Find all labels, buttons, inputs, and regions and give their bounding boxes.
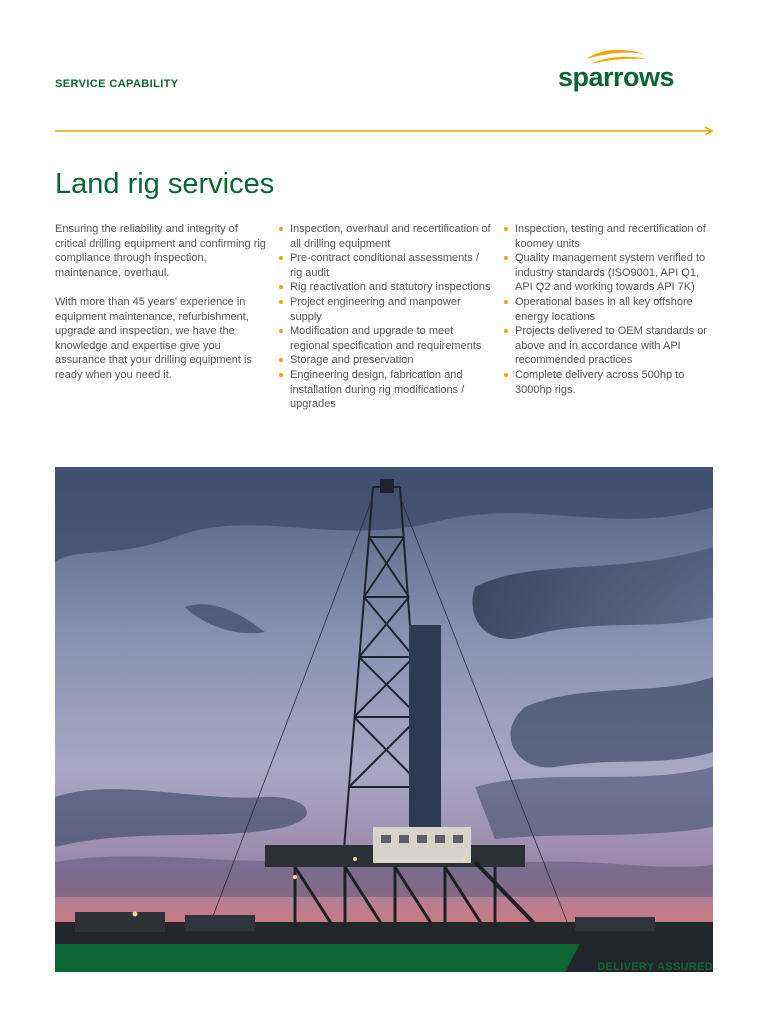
page-title: Land rig services bbox=[55, 168, 275, 200]
bullet-dot-icon bbox=[279, 329, 283, 333]
list-item-text: Pre-contract conditional assessments / rig audit bbox=[290, 252, 479, 279]
drilling-rig-image bbox=[55, 467, 713, 972]
intro-paragraph: With more than 45 years' experience in equipment maintenance, refurbishment, upgrade and inspection, we have the knowledge and expertise give you assurance that your drilling equipment is ready when you need it. bbox=[55, 295, 252, 381]
list-item-text: Project engineering and manpower supply bbox=[290, 295, 461, 323]
bullet-dot-icon bbox=[504, 373, 508, 377]
list-item bbox=[504, 324, 716, 368]
list-item-text: Operational bases in all key offshore energy locations bbox=[515, 295, 693, 323]
intro-column bbox=[55, 222, 267, 397]
services-list bbox=[279, 222, 491, 412]
list-item bbox=[279, 222, 491, 251]
list-item bbox=[504, 368, 716, 397]
bullet-dot-icon bbox=[279, 358, 283, 362]
bullet-dot-icon bbox=[279, 300, 283, 304]
list-item-text: Engineering design, fabrication and installation during rig modifications / upgrades bbox=[290, 368, 465, 411]
list-item-text: Projects delivered to OEM standards or above and in accordance with API recommended practices bbox=[515, 325, 707, 367]
bullet-dot-icon bbox=[504, 256, 508, 260]
list-item-text: Inspection, testing and recertification of koomey units bbox=[515, 223, 706, 250]
list-item bbox=[279, 295, 491, 324]
bullet-dot-icon bbox=[279, 285, 283, 289]
list-item bbox=[504, 295, 716, 324]
services-column-2 bbox=[279, 222, 491, 412]
services-column-3 bbox=[504, 222, 716, 397]
list-item-text: Storage and preservation bbox=[290, 354, 414, 367]
land-rig-photo bbox=[55, 467, 713, 972]
list-item bbox=[279, 280, 491, 295]
capabilities-list bbox=[504, 222, 716, 397]
list-item bbox=[279, 251, 491, 280]
list-item bbox=[504, 222, 716, 251]
list-item bbox=[279, 368, 491, 412]
list-item bbox=[279, 353, 491, 368]
bullet-dot-icon bbox=[504, 227, 508, 231]
list-item-text: Quality management system verified to industry standards (ISO9001, API Q1, API Q2 and working towards API 7K) bbox=[515, 252, 706, 294]
footer-tagline: DELIVERY ASSURED bbox=[597, 961, 713, 973]
list-item-text: Inspection, overhaul and recertification of all drilling equipment bbox=[290, 223, 491, 250]
list-item-text: Rig reactivation and statutory inspections bbox=[290, 281, 491, 294]
list-item-text: Complete delivery across 500hp to 3000hp rigs. bbox=[515, 368, 685, 396]
list-item bbox=[504, 251, 716, 295]
bullet-dot-icon bbox=[279, 373, 283, 377]
list-item bbox=[279, 324, 491, 353]
sparrows-logo bbox=[556, 45, 714, 97]
intro-paragraph: Ensuring the reliability and integrity of critical drilling equipment and confirming rig compliance through inspection, maintenance, overhaul. bbox=[55, 223, 266, 279]
header-arrow-rule bbox=[55, 123, 715, 139]
logo-wordmark: sparrows bbox=[558, 62, 675, 92]
list-item-text: Modification and upgrade to meet regional specification and requirements bbox=[290, 325, 482, 352]
bullet-dot-icon bbox=[279, 227, 283, 231]
section-label: SERVICE CAPABILITY bbox=[55, 78, 179, 90]
bullet-dot-icon bbox=[504, 329, 508, 333]
bullet-dot-icon bbox=[504, 300, 508, 304]
footer-band bbox=[55, 944, 580, 972]
bullet-dot-icon bbox=[279, 256, 283, 260]
